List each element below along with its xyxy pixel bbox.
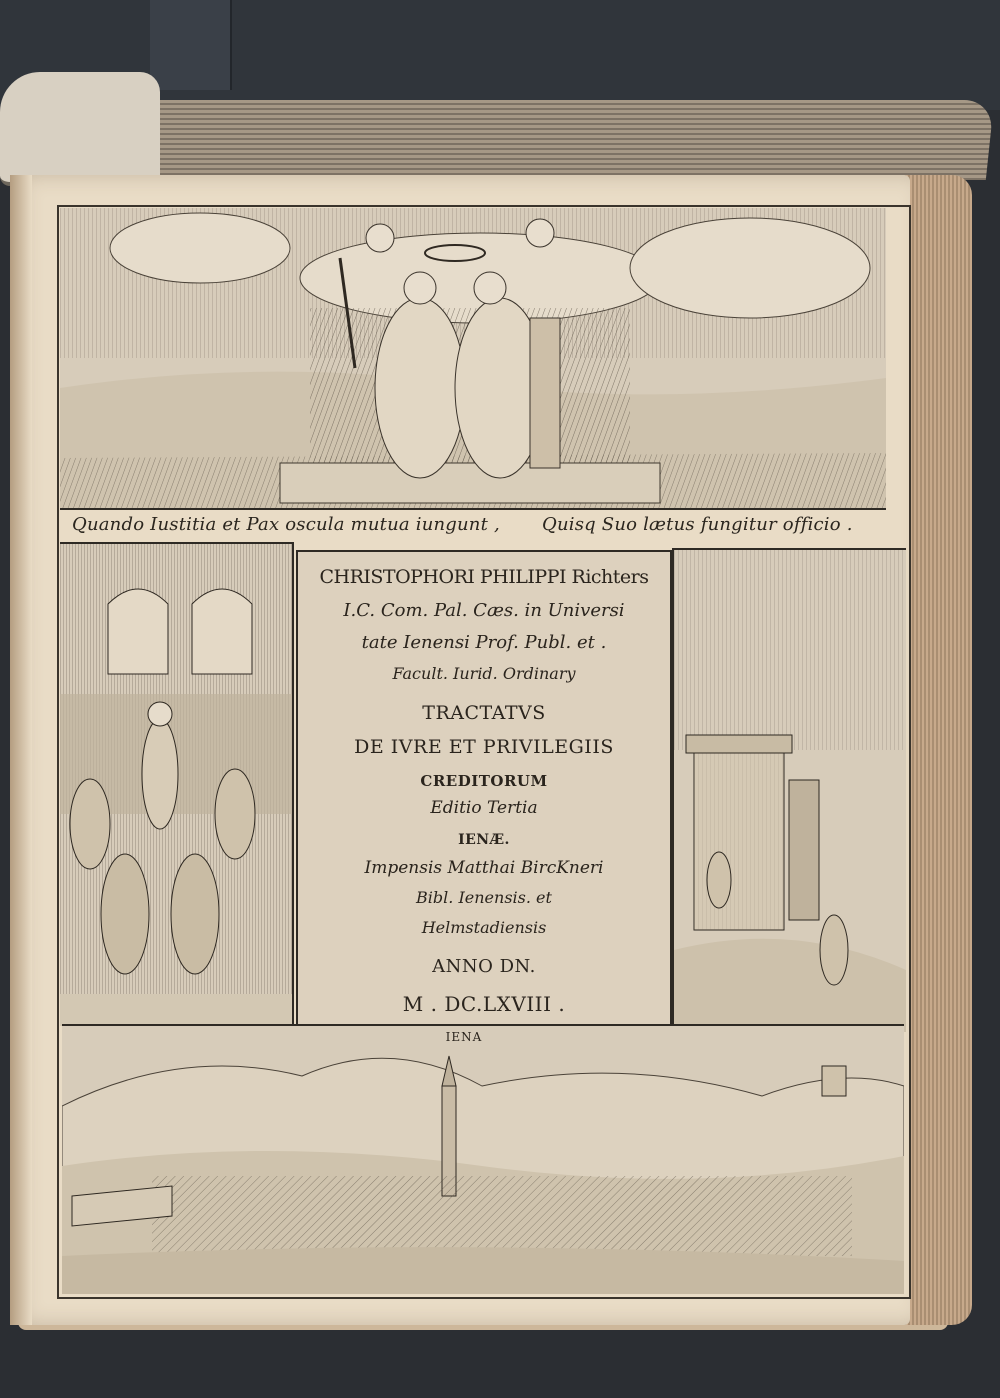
engraving-tower-scene <box>672 548 906 1032</box>
book-spine <box>0 72 160 186</box>
work-title: TRACTATVS <box>422 702 546 724</box>
place-of-publication: IENÆ. <box>458 832 510 848</box>
title-cartouche <box>296 550 672 1032</box>
anno-domini: ANNO DN. <box>432 956 536 977</box>
publisher-line: Helmstadiensis <box>421 918 547 937</box>
work-subtitle: DE IVRE ET PRIVILEGIIS <box>354 736 614 758</box>
city-label: IENA <box>445 1030 483 1044</box>
author-name: CHRISTOPHORI PHILIPPI Richters <box>319 566 649 588</box>
engraving-city-view <box>62 1024 904 1294</box>
motto-right: Quisq Suo lætus fungitur officio . <box>542 514 853 535</box>
engraving-motto <box>62 505 886 545</box>
motto-left: Quando Iustitia et Pax oscula mutua iungunt , <box>72 514 500 535</box>
page-edges-top <box>56 100 994 180</box>
page-gutter <box>10 175 32 1325</box>
edition: Editio Tertia <box>430 798 538 818</box>
engraving-court-scene <box>60 542 294 1026</box>
page-edges-fore <box>902 175 972 1325</box>
author-title-line: I.C. Com. Pal. Cæs. in Universi <box>343 600 625 621</box>
publisher-line: Impensis Matthai BircKneri <box>364 858 604 878</box>
publisher-line: Bibl. Ienensis. et <box>416 888 552 907</box>
publication-year: M . DC.LXVIII . <box>402 992 566 1016</box>
author-title-line: Facult. Iurid. Ordinary <box>392 664 576 683</box>
author-title-line: tate Ienensi Prof. Publ. et . <box>361 632 607 653</box>
backdrop-panel <box>150 0 232 90</box>
engraving-justice-peace <box>60 208 886 510</box>
work-subtitle-2: CREDITORUM <box>420 772 548 790</box>
